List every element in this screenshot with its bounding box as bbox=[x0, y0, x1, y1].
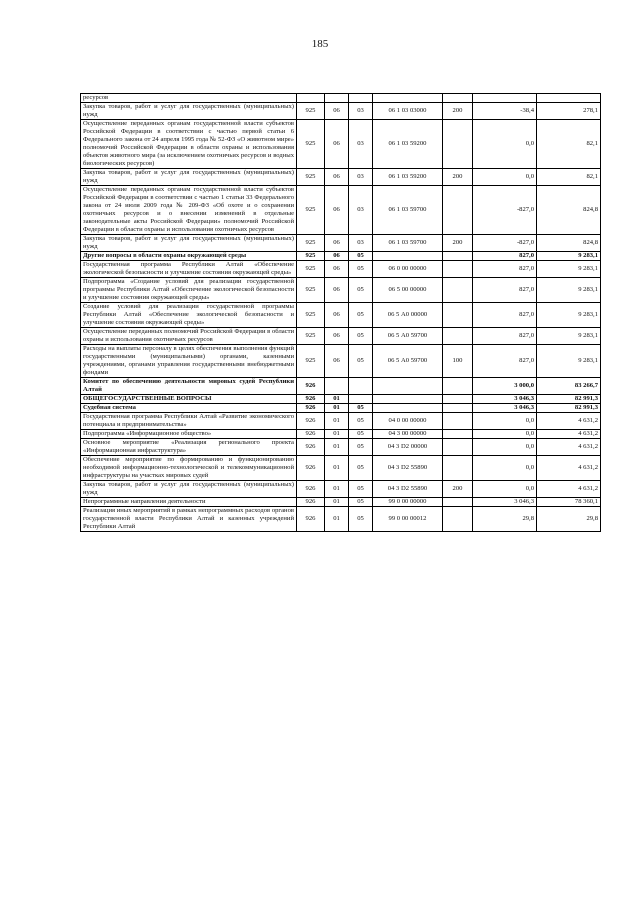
cell-name: ОБЩЕГОСУДАРСТВЕННЫЕ ВОПРОСЫ bbox=[81, 395, 297, 404]
cell-subsection: 05 bbox=[349, 252, 373, 261]
cell-target-article: 04 3 D2 55890 bbox=[373, 456, 443, 481]
cell-amount-change: 827,0 bbox=[473, 345, 537, 378]
cell-target-article: 04 3 00 00000 bbox=[373, 430, 443, 439]
cell-section: 01 bbox=[325, 404, 349, 413]
cell-ministry-code: 926 bbox=[297, 507, 325, 532]
cell-amount-change: 0,0 bbox=[473, 169, 537, 186]
cell-subsection: 05 bbox=[349, 278, 373, 303]
cell-amount-change: 0,0 bbox=[473, 439, 537, 456]
cell-expense-type bbox=[443, 94, 473, 103]
cell-subsection: 05 bbox=[349, 456, 373, 481]
cell-amount-change: 0,0 bbox=[473, 430, 537, 439]
cell-expense-type bbox=[443, 430, 473, 439]
cell-name: Другие вопросы в области охраны окружающей среды bbox=[81, 252, 297, 261]
cell-subsection: 03 bbox=[349, 235, 373, 252]
cell-target-article: 06 1 03 59700 bbox=[373, 235, 443, 252]
table-row bbox=[81, 169, 601, 186]
cell-subsection: 05 bbox=[349, 303, 373, 328]
cell-name: Осуществление переданных полномочий Российской Федерации в области охраны и использования охотничьих ресурсов bbox=[81, 328, 297, 345]
cell-ministry-code: 926 bbox=[297, 481, 325, 498]
cell-name: Закупка товаров, работ и услуг для государственных (муниципальных) нужд bbox=[81, 235, 297, 252]
cell-amount-total: 83 266,7 bbox=[537, 378, 601, 395]
cell-target-article: 06 5 А0 59700 bbox=[373, 328, 443, 345]
cell-amount-total: 78 360,1 bbox=[537, 498, 601, 507]
cell-subsection: 05 bbox=[349, 498, 373, 507]
cell-section: 01 bbox=[325, 507, 349, 532]
cell-section: 01 bbox=[325, 498, 349, 507]
cell-section: 06 bbox=[325, 303, 349, 328]
cell-expense-type bbox=[443, 498, 473, 507]
cell-amount-total: 9 283,1 bbox=[537, 252, 601, 261]
cell-target-article: 06 5 А0 59700 bbox=[373, 345, 443, 378]
cell-section: 06 bbox=[325, 169, 349, 186]
page-number: 185 bbox=[311, 38, 329, 50]
cell-amount-change: 3 000,0 bbox=[473, 378, 537, 395]
cell-expense-type bbox=[443, 378, 473, 395]
cell-target-article: 06 1 03 59200 bbox=[373, 169, 443, 186]
cell-amount-total: 824,8 bbox=[537, 235, 601, 252]
cell-expense-type bbox=[443, 456, 473, 481]
cell-subsection bbox=[349, 94, 373, 103]
cell-section: 01 bbox=[325, 395, 349, 404]
cell-expense-type bbox=[443, 395, 473, 404]
cell-target-article: 04 3 D2 00000 bbox=[373, 439, 443, 456]
cell-amount-change: 3 046,3 bbox=[473, 498, 537, 507]
table-row bbox=[81, 498, 601, 507]
cell-section: 06 bbox=[325, 328, 349, 345]
cell-subsection: 05 bbox=[349, 413, 373, 430]
table-row bbox=[81, 456, 601, 481]
cell-ministry-code: 925 bbox=[297, 252, 325, 261]
cell-target-article: 04 3 D2 55890 bbox=[373, 481, 443, 498]
cell-expense-type: 200 bbox=[443, 481, 473, 498]
table-row bbox=[81, 252, 601, 261]
cell-amount-total: 824,8 bbox=[537, 186, 601, 235]
cell-target-article bbox=[373, 378, 443, 395]
cell-amount-total: 4 631,2 bbox=[537, 430, 601, 439]
cell-target-article bbox=[373, 94, 443, 103]
table-row bbox=[81, 235, 601, 252]
cell-ministry-code: 925 bbox=[297, 169, 325, 186]
cell-target-article: 99 0 00 00012 bbox=[373, 507, 443, 532]
cell-section: 01 bbox=[325, 413, 349, 430]
table-row bbox=[81, 430, 601, 439]
cell-ministry-code: 926 bbox=[297, 395, 325, 404]
table-row bbox=[81, 94, 601, 103]
cell-target-article: 04 0 00 00000 bbox=[373, 413, 443, 430]
cell-expense-type: 200 bbox=[443, 235, 473, 252]
cell-target-article bbox=[373, 395, 443, 404]
table-row bbox=[81, 186, 601, 235]
cell-subsection bbox=[349, 395, 373, 404]
budget-table bbox=[80, 93, 601, 532]
cell-ministry-code: 925 bbox=[297, 278, 325, 303]
cell-target-article: 06 5 00 00000 bbox=[373, 278, 443, 303]
cell-name: Подпрограмма «Информационное общество» bbox=[81, 430, 297, 439]
cell-amount-total: 29,8 bbox=[537, 507, 601, 532]
cell-ministry-code: 926 bbox=[297, 413, 325, 430]
cell-expense-type bbox=[443, 278, 473, 303]
cell-subsection: 05 bbox=[349, 430, 373, 439]
cell-section: 01 bbox=[325, 430, 349, 439]
cell-name: Обеспечение мероприятие по формированию и функционированию необходимой информационно-технологической и телекоммуникационной инфраструктуры на участках мировых судей bbox=[81, 456, 297, 481]
cell-ministry-code: 925 bbox=[297, 261, 325, 278]
cell-ministry-code: 925 bbox=[297, 328, 325, 345]
cell-name: Осуществление переданных органам государственной власти субъектов Российской Федерации в соответствии с частью первой статьи 6 Федерального закона от 24 апреля 1995 года № 52-ФЗ «О животном мире» полномочий Российской Федерации в области охраны и использования объектов животного мира (за исключением охотничьих ресурсов и водных биологических ресурсов) bbox=[81, 120, 297, 169]
cell-amount-change: -38,4 bbox=[473, 103, 537, 120]
cell-ministry-code: 926 bbox=[297, 498, 325, 507]
cell-target-article: 06 1 03 03000 bbox=[373, 103, 443, 120]
cell-name: Закупка товаров, работ и услуг для государственных (муниципальных) нужд bbox=[81, 169, 297, 186]
cell-name: Закупка товаров, работ и услуг для государственных (муниципальных) нужд bbox=[81, 103, 297, 120]
cell-expense-type bbox=[443, 120, 473, 169]
cell-amount-total: 4 631,2 bbox=[537, 481, 601, 498]
cell-ministry-code: 926 bbox=[297, 430, 325, 439]
cell-target-article: 06 0 00 00000 bbox=[373, 261, 443, 278]
cell-amount-total: 82 991,3 bbox=[537, 404, 601, 413]
cell-target-article bbox=[373, 404, 443, 413]
cell-amount-total: 9 283,1 bbox=[537, 278, 601, 303]
cell-ministry-code: 925 bbox=[297, 303, 325, 328]
cell-amount-change: -827,0 bbox=[473, 235, 537, 252]
cell-expense-type: 200 bbox=[443, 103, 473, 120]
cell-amount-total: 9 283,1 bbox=[537, 303, 601, 328]
cell-amount-change: 29,8 bbox=[473, 507, 537, 532]
cell-amount-change: 0,0 bbox=[473, 413, 537, 430]
cell-amount-change bbox=[473, 94, 537, 103]
cell-name: Создание условий для реализации государственной программы Республики Алтай «Обеспечение экологической безопасности и улучшение состояния окружающей среды» bbox=[81, 303, 297, 328]
cell-section: 01 bbox=[325, 439, 349, 456]
cell-name: Судебная система bbox=[81, 404, 297, 413]
table-row bbox=[81, 439, 601, 456]
cell-section bbox=[325, 94, 349, 103]
cell-amount-total: 278,1 bbox=[537, 103, 601, 120]
cell-name: Закупка товаров, работ и услуг для государственных (муниципальных) нужд bbox=[81, 481, 297, 498]
cell-amount-total: 82 991,3 bbox=[537, 395, 601, 404]
cell-section: 01 bbox=[325, 481, 349, 498]
cell-amount-total: 82,1 bbox=[537, 169, 601, 186]
cell-name: Реализация иных мероприятий в рамках непрограммных расходов органов государственной власти Республики Алтай и казенных учреждений Республики Алтай bbox=[81, 507, 297, 532]
cell-subsection: 03 bbox=[349, 186, 373, 235]
cell-amount-change: 0,0 bbox=[473, 120, 537, 169]
cell-name: Расходы на выплаты персоналу в целях обеспечения выполнения функций государственными (муниципальными) органами, казенными учреждениями, органами управления государственными внебюджетными фондами bbox=[81, 345, 297, 378]
cell-subsection: 05 bbox=[349, 439, 373, 456]
cell-subsection: 05 bbox=[349, 404, 373, 413]
cell-ministry-code: 925 bbox=[297, 186, 325, 235]
cell-section: 01 bbox=[325, 456, 349, 481]
cell-amount-total: 4 631,2 bbox=[537, 456, 601, 481]
cell-section bbox=[325, 378, 349, 395]
cell-section: 06 bbox=[325, 235, 349, 252]
cell-ministry-code: 926 bbox=[297, 378, 325, 395]
cell-amount-change: 3 046,3 bbox=[473, 395, 537, 404]
cell-section: 06 bbox=[325, 252, 349, 261]
cell-ministry-code: 926 bbox=[297, 456, 325, 481]
table-row bbox=[81, 278, 601, 303]
cell-ministry-code: 925 bbox=[297, 235, 325, 252]
cell-section: 06 bbox=[325, 186, 349, 235]
cell-ministry-code: 926 bbox=[297, 439, 325, 456]
cell-amount-change: 0,0 bbox=[473, 456, 537, 481]
cell-name: Основное мероприятие «Реализация регионального проекта «Информационная инфраструктура» bbox=[81, 439, 297, 456]
cell-ministry-code: 926 bbox=[297, 404, 325, 413]
cell-amount-total: 9 283,1 bbox=[537, 345, 601, 378]
cell-expense-type bbox=[443, 439, 473, 456]
cell-amount-change: -827,0 bbox=[473, 186, 537, 235]
cell-amount-change: 827,0 bbox=[473, 303, 537, 328]
table-row bbox=[81, 413, 601, 430]
cell-amount-total: 4 631,2 bbox=[537, 413, 601, 430]
cell-section: 06 bbox=[325, 278, 349, 303]
cell-section: 06 bbox=[325, 120, 349, 169]
cell-expense-type bbox=[443, 413, 473, 430]
cell-ministry-code: 925 bbox=[297, 345, 325, 378]
cell-subsection: 05 bbox=[349, 481, 373, 498]
cell-amount-change: 827,0 bbox=[473, 261, 537, 278]
cell-name: ресурсов bbox=[81, 94, 297, 103]
cell-name: Государственная программа Республики Алтай «Развитие экономического потенциала и предпринимательства» bbox=[81, 413, 297, 430]
cell-subsection: 03 bbox=[349, 169, 373, 186]
cell-amount-total: 9 283,1 bbox=[537, 328, 601, 345]
cell-amount-change: 827,0 bbox=[473, 328, 537, 345]
cell-target-article: 99 0 00 00000 bbox=[373, 498, 443, 507]
cell-amount-total: 4 631,2 bbox=[537, 439, 601, 456]
cell-expense-type bbox=[443, 186, 473, 235]
table-row bbox=[81, 120, 601, 169]
cell-name: Комитет по обеспечению деятельности мировых судей Республики Алтай bbox=[81, 378, 297, 395]
cell-expense-type bbox=[443, 252, 473, 261]
cell-subsection: 05 bbox=[349, 507, 373, 532]
table-row bbox=[81, 303, 601, 328]
cell-amount-change: 0,0 bbox=[473, 481, 537, 498]
cell-subsection: 03 bbox=[349, 103, 373, 120]
cell-name: Подпрограмма «Создание условий для реализации государственной программы Республики Алтай «Обеспечение экологической безопасности и улучшение состояния окружающей среды» bbox=[81, 278, 297, 303]
cell-amount-change: 827,0 bbox=[473, 252, 537, 261]
cell-amount-total: 82,1 bbox=[537, 120, 601, 169]
cell-expense-type bbox=[443, 404, 473, 413]
table-row bbox=[81, 328, 601, 345]
cell-name: Осуществление переданных органам государственной власти субъектов Российской Федерации в соответствии с частью 1 статьи 33 Федерального закона от 24 июля 2009 года № 209-ФЗ «Об охоте и о сохранении охотничьих ресурсов и о внесении изменений в отдельные законодательные акты Российской Федерации» полномочий Российской Федерации в области охраны и использования охотничьих ресурсов bbox=[81, 186, 297, 235]
cell-expense-type: 100 bbox=[443, 345, 473, 378]
cell-amount-change: 3 046,3 bbox=[473, 404, 537, 413]
table-row bbox=[81, 103, 601, 120]
cell-ministry-code bbox=[297, 94, 325, 103]
table-body bbox=[81, 94, 601, 532]
cell-amount-change: 827,0 bbox=[473, 278, 537, 303]
cell-section: 06 bbox=[325, 103, 349, 120]
cell-subsection: 03 bbox=[349, 120, 373, 169]
cell-section: 06 bbox=[325, 345, 349, 378]
cell-subsection: 05 bbox=[349, 328, 373, 345]
table-row bbox=[81, 404, 601, 413]
table-row bbox=[81, 507, 601, 532]
table-row bbox=[81, 395, 601, 404]
cell-target-article: 06 1 03 59200 bbox=[373, 120, 443, 169]
cell-expense-type: 200 bbox=[443, 169, 473, 186]
cell-name: Непрограммные направления деятельности bbox=[81, 498, 297, 507]
table-row bbox=[81, 345, 601, 378]
cell-name: Государственная программа Республики Алтай «Обеспечение экологической безопасности и улучшение состояния окружающей среды» bbox=[81, 261, 297, 278]
cell-target-article: 06 1 03 59700 bbox=[373, 186, 443, 235]
cell-target-article bbox=[373, 252, 443, 261]
cell-amount-total: 9 283,1 bbox=[537, 261, 601, 278]
cell-ministry-code: 925 bbox=[297, 103, 325, 120]
cell-section: 06 bbox=[325, 261, 349, 278]
cell-amount-total bbox=[537, 94, 601, 103]
table-row bbox=[81, 481, 601, 498]
cell-expense-type bbox=[443, 507, 473, 532]
cell-expense-type bbox=[443, 303, 473, 328]
cell-subsection: 05 bbox=[349, 345, 373, 378]
cell-ministry-code: 925 bbox=[297, 120, 325, 169]
cell-subsection bbox=[349, 378, 373, 395]
cell-expense-type bbox=[443, 328, 473, 345]
table-row bbox=[81, 378, 601, 395]
cell-subsection: 05 bbox=[349, 261, 373, 278]
cell-target-article: 06 5 А0 00000 bbox=[373, 303, 443, 328]
table-row bbox=[81, 261, 601, 278]
cell-expense-type bbox=[443, 261, 473, 278]
